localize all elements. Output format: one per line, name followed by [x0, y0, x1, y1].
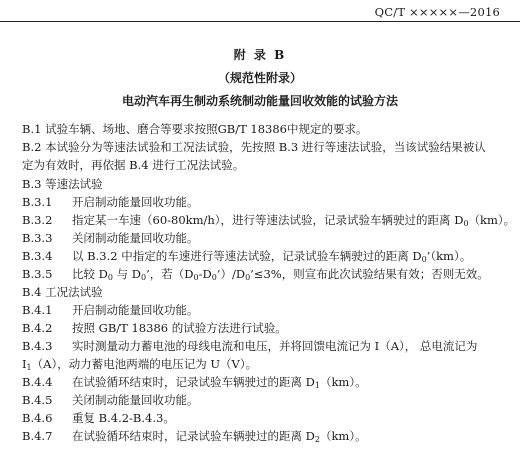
item-number: B.3.1 [22, 195, 53, 209]
item-b4-7 [22, 427, 512, 449]
subscript: 1 [26, 363, 32, 372]
item-text: 重复 B.4.2-B.4.3。 [72, 411, 175, 425]
item-text: I [22, 357, 27, 371]
paragraph-b2-line1: B.2 本试验分为等速法试验和工况法试验，先按照 B.3 进行等速法试验，当该试验结果被认 [22, 140, 486, 154]
item-text: 按照 GB/T 18386 的试验方法进行试验。 [72, 321, 287, 335]
item-number: B.3.3 [22, 231, 53, 245]
subscript: 0 [463, 219, 469, 228]
item-b4-3 [22, 337, 512, 355]
item-text: 在试验循环结束时，记录试验车辆驶过的距离 D [72, 429, 315, 443]
item-text: ’≤3%，则宣布此次试验结果有效；否则无效。 [250, 267, 489, 281]
item-number: B.3.5 [22, 267, 53, 281]
item-b3-3 [22, 229, 512, 247]
item-number: B.4.1 [22, 303, 53, 317]
item-b4-1 [22, 301, 512, 319]
item-text: 关闭制动能量回收功能。 [72, 393, 199, 407]
item-b4-5 [22, 391, 512, 409]
item-number: B.4.5 [22, 393, 53, 407]
paragraph-b2-line2: 定为有效时，再依据 B.4 进行工况法试验。 [22, 158, 245, 172]
item-text: 比较 D [72, 267, 108, 281]
item-number: B.3.2 [22, 213, 53, 227]
appendix-title: 电动汽车再生制动系统制动能量回收效能的试验方法 [121, 94, 398, 108]
subscript: 0 [141, 273, 147, 282]
item-text-tail: （km）。 [468, 213, 516, 227]
item-text-tail: （km）。 [319, 429, 367, 443]
item-text: 实时测量动力蓄电池的母线电流和电压，并将回馈电流记为 I（A）， 总电流记为 [72, 339, 478, 353]
standard-code: QC/T ×××××—2016 [374, 5, 500, 19]
item-number: B.4.2 [22, 321, 53, 335]
item-text: （A），动力蓄电池两端的电压记为 U（V）。 [31, 357, 258, 371]
paragraph-b1: B.1 试验车辆、场地、磨合等要求按照GB/T 18386中规定的要求。 [22, 122, 368, 136]
item-number: B.4.3 [22, 339, 53, 353]
item-b4-2 [22, 319, 512, 337]
item-text: 在试验循环结束时，记录试验车辆驶过的距离 D [72, 375, 315, 389]
subscript: 0 [421, 255, 427, 264]
heading-b3: B.3 等速法试验 [22, 177, 103, 191]
appendix-nature: （规范性附录） [217, 71, 302, 85]
item-text: ’）/D [216, 267, 246, 281]
subscript: 0 [193, 273, 199, 282]
heading-b4: B.4 工况法试验 [22, 285, 103, 299]
item-text: 与 D [112, 267, 142, 281]
subscript: 1 [314, 381, 320, 390]
item-text: 开启制动能量回收功能。 [72, 195, 199, 209]
header-rule [0, 21, 520, 22]
item-number: B.4.6 [22, 411, 53, 425]
item-b4-6 [22, 409, 512, 427]
item-text: 指定某一车速（60-80km/h），进行等速法试验，记录试验车辆驶过的距离 D [72, 213, 464, 227]
item-number: B.4.4 [22, 375, 53, 389]
item-text: 关闭制动能量回收功能。 [72, 231, 199, 245]
item-b3-1 [22, 193, 512, 211]
appendix-label: 附 录 B [233, 48, 287, 62]
item-text-tail: ’（km）。 [426, 249, 472, 263]
item-text: 以 B.3.2 中指定的车速进行等速法试验，记录试验车辆驶过的距离 D [72, 249, 422, 263]
item-number: B.3.4 [22, 249, 53, 263]
subscript: 0 [107, 273, 113, 282]
subscript: 2 [314, 435, 320, 444]
subscript: 0 [245, 273, 251, 282]
item-text: -D [198, 267, 212, 281]
item-text: ’，若（D [146, 267, 194, 281]
item-number: B.4.7 [22, 429, 53, 443]
item-text: 开启制动能量回收功能。 [72, 303, 199, 317]
subscript: 0 [211, 273, 217, 282]
item-text-tail: （km）。 [319, 375, 367, 389]
